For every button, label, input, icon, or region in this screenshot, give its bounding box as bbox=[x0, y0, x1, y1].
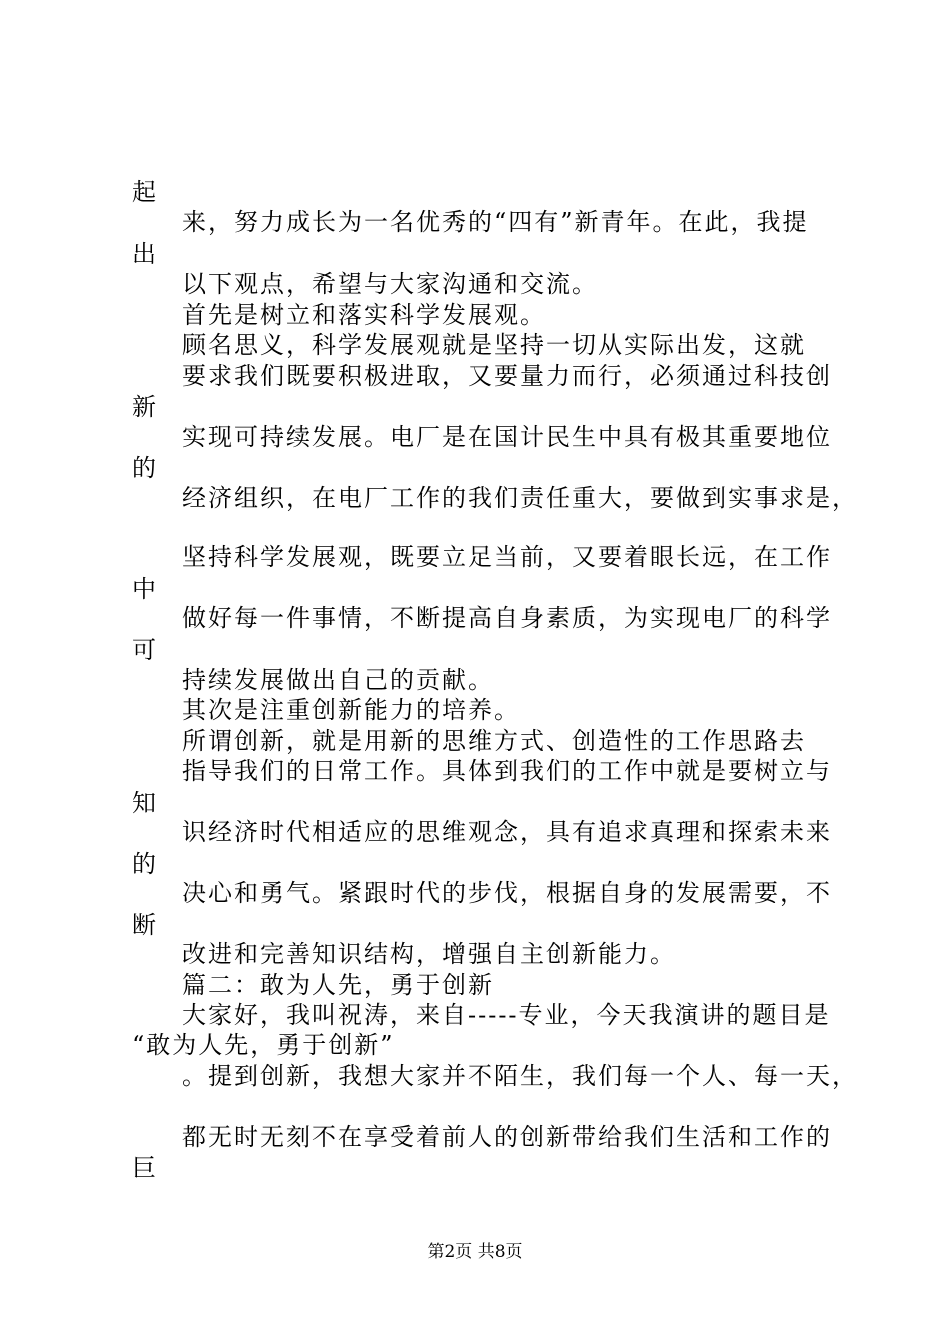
text-line: 首先是树立和落实科学发展观。 bbox=[182, 301, 546, 329]
text-line: 经济组织，在电厂工作的我们责任重大，要做到实事求是， bbox=[182, 484, 858, 512]
text-line: 断 bbox=[132, 911, 158, 939]
text-line: 顾名思义，科学发展观就是坚持一切从实际出发，这就 bbox=[182, 331, 806, 359]
text-line: 识经济时代相适应的思维观念，具有追求真理和探索未来 bbox=[182, 818, 832, 846]
text-line: 指导我们的日常工作。具体到我们的工作中就是要树立与 bbox=[182, 757, 832, 785]
text-line: 大家好，我叫祝涛，来自-----专业，今天我演讲的题目是 bbox=[182, 1001, 831, 1029]
text-line: 持续发展做出自己的贡献。 bbox=[182, 666, 494, 694]
text-line: 改进和完善知识结构，增强自主创新能力。 bbox=[182, 940, 676, 968]
text-line: 决心和勇气。紧跟时代的步伐，根据自身的发展需要，不 bbox=[182, 879, 832, 907]
text-line: 做好每一件事情，不断提高自身素质，为实现电厂的科学 bbox=[182, 604, 832, 632]
text-line: 新 bbox=[132, 393, 158, 421]
text-line: 来，努力成长为一名优秀的“四有”新青年。在此，我提 bbox=[182, 208, 809, 236]
text-line: 以下观点，希望与大家沟通和交流。 bbox=[182, 270, 598, 298]
text-line: 的 bbox=[132, 850, 158, 878]
text-line: 巨 bbox=[132, 1154, 158, 1182]
text-line: “敢为人先，勇于创新” bbox=[132, 1031, 395, 1059]
text-line: 实现可持续发展。电厂是在国计民生中具有极其重要地位 bbox=[182, 423, 832, 451]
text-line: 所谓创新，就是用新的思维方式、创造性的工作思路去 bbox=[182, 727, 806, 755]
text-line: 出 bbox=[132, 240, 158, 268]
text-line: 其次是注重创新能力的培养。 bbox=[182, 696, 520, 724]
text-line: 篇二：敢为人先，勇于创新 bbox=[182, 971, 494, 999]
text-line: 要求我们既要积极进取，又要量力而行，必须通过科技创 bbox=[182, 362, 832, 390]
text-line: 坚持科学发展观，既要立足当前，又要着眼长远，在工作 bbox=[182, 543, 832, 571]
text-line: 中 bbox=[132, 575, 158, 603]
text-line: 可 bbox=[132, 636, 158, 664]
text-line: 的 bbox=[132, 454, 158, 482]
text-line: 都无时无刻不在享受着前人的创新带给我们生活和工作的 bbox=[182, 1123, 832, 1151]
page-number-footer: 第2页 共8页 bbox=[427, 1242, 523, 1262]
text-line: 起 bbox=[132, 178, 158, 206]
text-line: 知 bbox=[132, 789, 158, 817]
text-line: 。提到创新，我想大家并不陌生，我们每一个人、每一天， bbox=[182, 1062, 858, 1090]
